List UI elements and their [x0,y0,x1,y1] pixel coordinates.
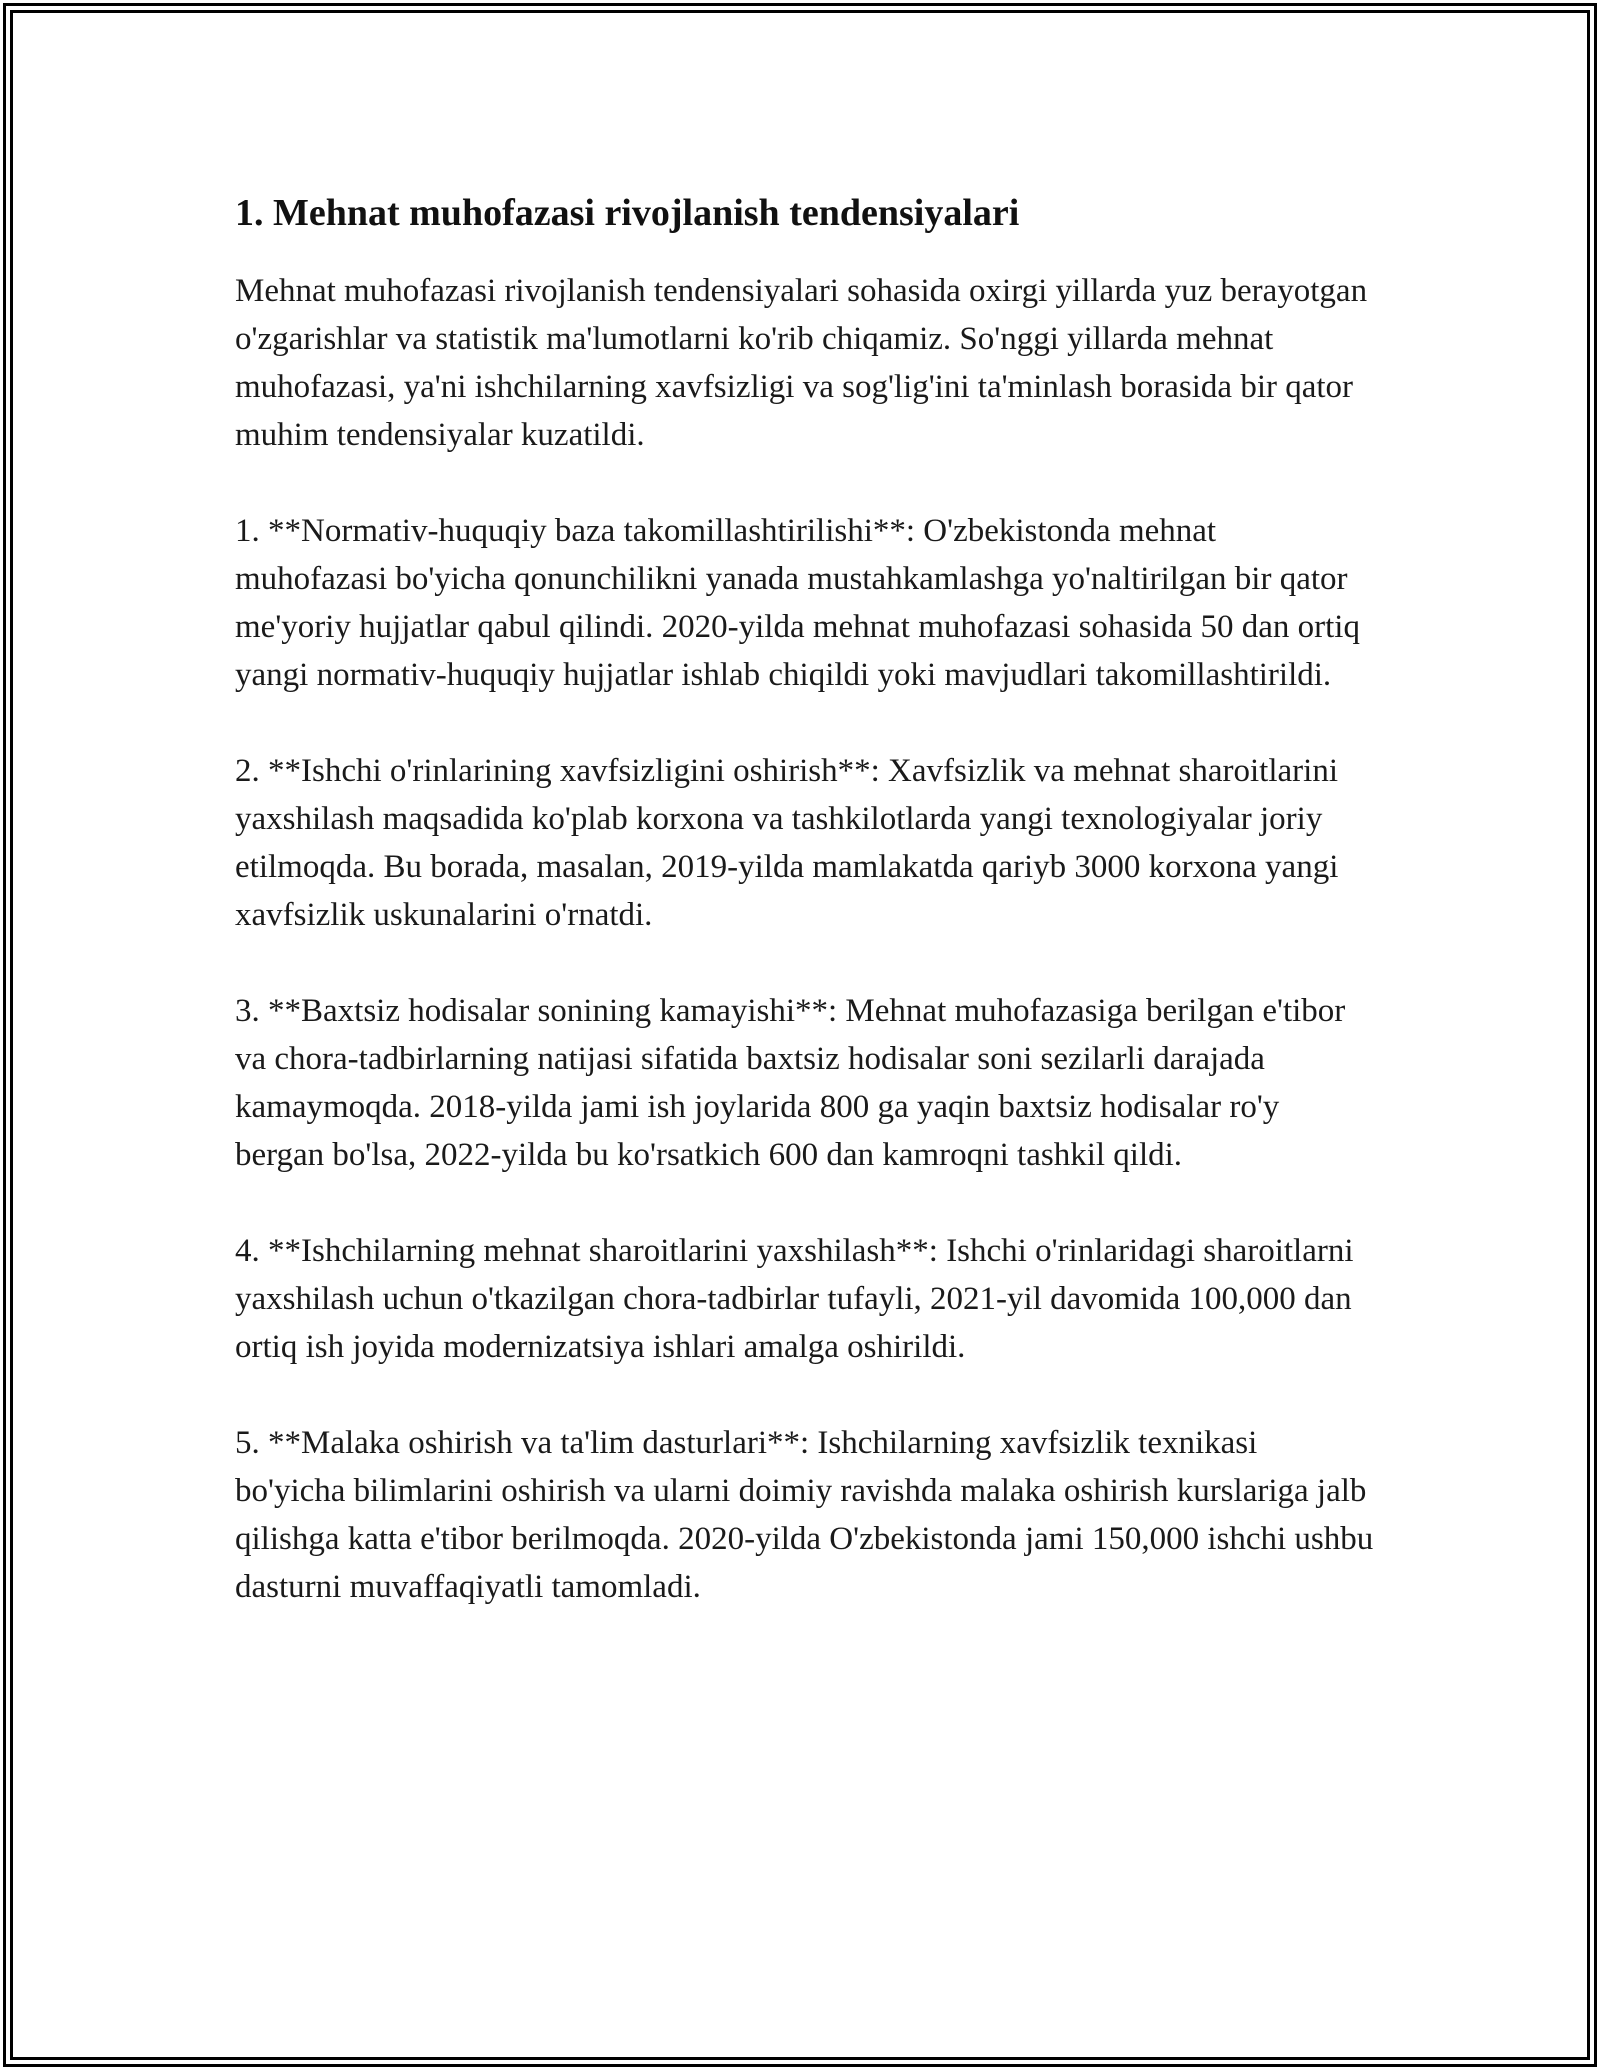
paragraph-item-1: 1. **Normativ-huquqiy baza takomillashtirilishi**: O'zbekistonda mehnat muhofazasi bo'yicha qonunchilikni yanada mustahkamlashga yo'naltirilgan bir qator me'yoriy hujjatlar qabul qilindi. 2020-yilda mehnat muhofazasi sohasida 50 dan ortiq yangi normativ-huquqiy hujjatlar ishlab chiqildi yoki mavjudlari takomillashtirildi. [235,513,1360,693]
paragraph-item-3: 3. **Baxtsiz hodisalar sonining kamayishi**: Mehnat muhofazasiga berilgan e'tibor va chora-tadbirlarning natijasi sifatida baxtsiz hodisalar soni sezilarli darajada kamaymoqda. 2018-yilda jami ish joylarida 800 ga yaqin baxtsiz hodisalar ro'y bergan bo'lsa, 2022-yilda bu ko'rsatkich 600 dan kamroqni tashkil qildi. [235,993,1346,1173]
paragraph-item-2: 2. **Ishchi o'rinlarining xavfsizligini oshirish**: Xavfsizlik va mehnat sharoitlarini yaxshilash maqsadida ko'plab korxona va tashkilotlarda yangi texnologiyalar joriy etilmoqda. Bu borada, masalan, 2019-yilda mamlakatda qariyb 3000 korxona yangi xavfsizlik uskunalarini o'rnatdi. [235,753,1339,933]
document-body [235,185,1375,1659]
paragraph-item-4: 4. **Ishchilarning mehnat sharoitlarini yaxshilash**: Ishchi o'rinlaridagi sharoitlarni yaxshilash uchun o'tkazilgan chora-tadbirlar tufayli, 2021-yil davomida 100,000 dan ortiq ish joyida modernizatsiya ishlari amalga oshirildi. [235,1233,1354,1365]
paragraph-item-5: 5. **Malaka oshirish va ta'lim dasturlari**: Ishchilarning xavfsizlik texnikasi bo'yicha bilimlarini oshirish va ularni doimiy ravishda malaka oshirish kurslariga jalb qilishga katta e'tibor berilmoqda. 2020-yilda O'zbekistonda jami 150,000 ishchi ushbu dasturni muvaffaqiyatli tamomladi. [235,1425,1374,1605]
document-title: 1. Mehnat muhofazasi rivojlanish tendensiyalari [235,192,1020,234]
paragraph-intro: Mehnat muhofazasi rivojlanish tendensiyalari sohasida oxirgi yillarda yuz berayotgan o'zgarishlar va statistik ma'lumotlarni ko'rib chiqamiz. So'nggi yillarda mehnat muhofazasi, ya'ni ishchilarning xavfsizligi va sog'lig'ini ta'minlash borasida bir qator muhim tendensiyalar kuzatildi. [235,273,1368,453]
